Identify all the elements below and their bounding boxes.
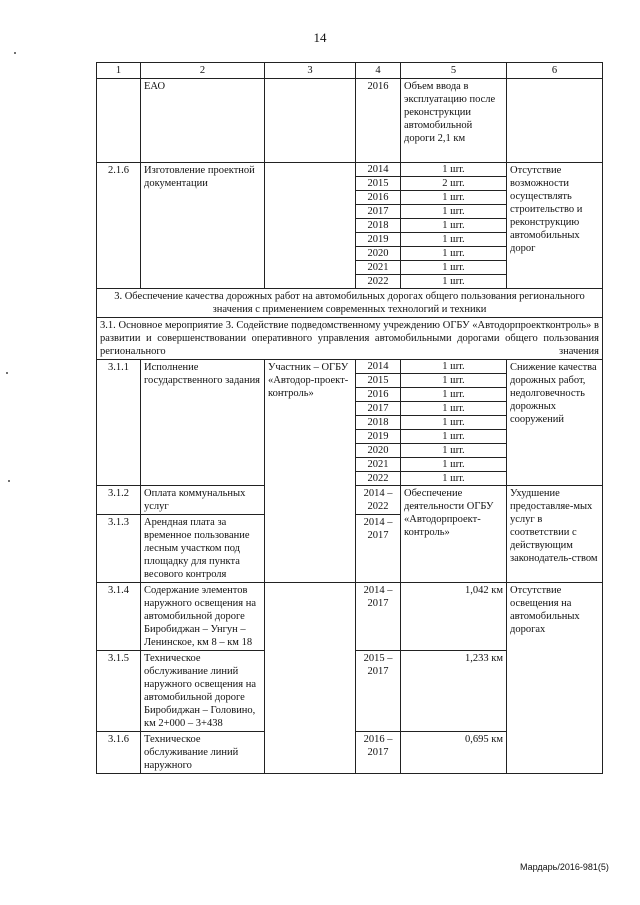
row-311-num: 3.1.1 — [97, 360, 141, 486]
measure-row — [97, 318, 603, 360]
year-cell: 2018 — [356, 219, 400, 233]
row-311-participant: Участник – ОГБУ «Автодор-проект-контроль» — [265, 360, 356, 583]
row-312-name: Оплата коммунальных услуг — [141, 486, 265, 515]
year-cell: 2019 — [356, 430, 400, 444]
value-cell: 1 шт. — [401, 247, 506, 261]
year-cell: 2020 — [356, 444, 400, 458]
row-313-years: 2014 – 2017 — [356, 515, 401, 583]
footer-code: Мардарь/2016-981(5) — [520, 862, 609, 872]
row-313-num: 3.1.3 — [97, 515, 141, 583]
row-216-num: 2.1.6 — [97, 163, 141, 289]
year-cell: 2019 — [356, 233, 400, 247]
value-cell: 1 шт. — [401, 430, 506, 444]
header-col-1: 1 — [97, 63, 141, 79]
row-216-years — [356, 163, 401, 289]
value-cell: 1 шт. — [442, 276, 465, 287]
value-cell: 1 шт. — [401, 219, 506, 233]
year-cell: 2018 — [356, 416, 400, 430]
year-cell: 2016 — [356, 191, 400, 205]
row-314-years: 2014 – 2017 — [356, 583, 401, 651]
value-cell: 1 шт. — [401, 402, 506, 416]
row-311-years — [356, 360, 401, 486]
measure-3-1: 3.1. Основное мероприятие 3. Содействие подведомственному учреждению ОГБУ «Автодорпроектконтроль» в развитии и совершенствовании оперативного управления автомобильными дорогами общего пользования регионального значения — [97, 318, 603, 360]
year-cell: 2017 — [356, 205, 400, 219]
value-cell: 1 шт. — [401, 191, 506, 205]
year-cell: 2020 — [356, 247, 400, 261]
year-cell: 2014 — [356, 360, 400, 374]
year-cell: 2015 — [356, 177, 400, 191]
row-316-num: 3.1.6 — [97, 732, 141, 774]
row-312-risk: Ухудшение предоставляе-мых услуг в соответствии с действующим законодатель-ством — [507, 486, 603, 583]
value-cell: 2 шт. — [401, 177, 506, 191]
row-eao-year: 2016 — [356, 79, 401, 163]
scan-speck — [14, 52, 16, 54]
value-cell: 1 шт. — [401, 416, 506, 430]
table-row — [97, 583, 603, 651]
row-315-num: 3.1.5 — [97, 651, 141, 732]
row-314-result: 1,042 км — [401, 583, 507, 651]
value-cell: 1 шт. — [401, 444, 506, 458]
row-311-name: Исполнение государственного задания — [141, 360, 265, 486]
scan-speck — [6, 372, 8, 374]
section-3-title: 3. Обеспечение качества дорожных работ на автомобильных дорогах общего пользования регионального значения с применением современных технологий и техники — [97, 289, 603, 318]
year-cell: 2022 — [367, 276, 389, 287]
row-316-result: 0,695 км — [401, 732, 507, 774]
year-cell: 2021 — [356, 458, 400, 472]
row-216-risk: Отсутствие возможности осуществлять строительство и реконструкцию автомобильных дорог — [507, 163, 603, 289]
row-314-num: 3.1.4 — [97, 583, 141, 651]
row-eao-name: ЕАО — [141, 79, 265, 163]
year-cell: 2016 — [356, 388, 400, 402]
year-cell: 2022 — [367, 473, 389, 484]
row-216-values — [401, 163, 507, 289]
table-row — [97, 360, 603, 486]
value-cell: 1 шт. — [401, 233, 506, 247]
table-row — [97, 163, 603, 289]
value-cell: 1 шт. — [401, 360, 506, 374]
value-cell: 1 шт. — [442, 473, 465, 484]
value-cell: 1 шт. — [401, 388, 506, 402]
row-311-values — [401, 360, 507, 486]
row-216-name: Изготовление проектной документации — [141, 163, 265, 289]
header-col-6: 6 — [507, 63, 603, 79]
row-315-result: 1,233 км — [401, 651, 507, 732]
row-316-years: 2016 – 2017 — [356, 732, 401, 774]
row-315-years: 2015 – 2017 — [356, 651, 401, 732]
year-cell: 2015 — [356, 374, 400, 388]
section-row — [97, 289, 603, 318]
value-cell: 1 шт. — [401, 374, 506, 388]
header-col-3: 3 — [265, 63, 356, 79]
value-cell: 1 шт. — [401, 458, 506, 472]
header-col-2: 2 — [141, 63, 265, 79]
row-315-name: Техническое обслуживание линий наружного освещения на автомобильной дороге Биробиджан – Головино, км 2+000 – 3+438 — [141, 651, 265, 732]
row-313-name: Арендная плата за временное пользование лесным участком под площадку для пункта весового контроля — [141, 515, 265, 583]
program-table — [96, 62, 603, 774]
table-row — [97, 79, 603, 163]
header-col-4: 4 — [356, 63, 401, 79]
row-314-risk: Отсутствие освещения на автомобильных дорогах — [507, 583, 603, 774]
year-cell: 2021 — [356, 261, 400, 275]
scan-speck — [8, 480, 10, 482]
value-cell: 1 шт. — [401, 163, 506, 177]
header-col-5: 5 — [401, 63, 507, 79]
year-cell: 2014 — [356, 163, 400, 177]
year-cell: 2017 — [356, 402, 400, 416]
row-311-risk: Снижение качества дорожных работ, недолговечность дорожных сооружений — [507, 360, 603, 486]
row-314-name: Содержание элементов наружного освещения на автомобильной дороге Биробиджан – Унгун – Ленинское, км 8 – км 18 — [141, 583, 265, 651]
row-312-num: 3.1.2 — [97, 486, 141, 515]
row-312-result: Обеспечение деятельности ОГБУ «Автодорпроект-контроль» — [401, 486, 507, 583]
row-eao-result: Объем ввода в эксплуатацию после реконструкции автомобильной дороги 2,1 км — [401, 79, 507, 163]
value-cell: 1 шт. — [401, 205, 506, 219]
header-row — [97, 63, 603, 79]
value-cell: 1 шт. — [401, 261, 506, 275]
page-number: 14 — [313, 30, 327, 45]
row-312-years: 2014 – 2022 — [356, 486, 401, 515]
row-316-name: Техническое обслуживание линий наружного — [141, 732, 265, 774]
